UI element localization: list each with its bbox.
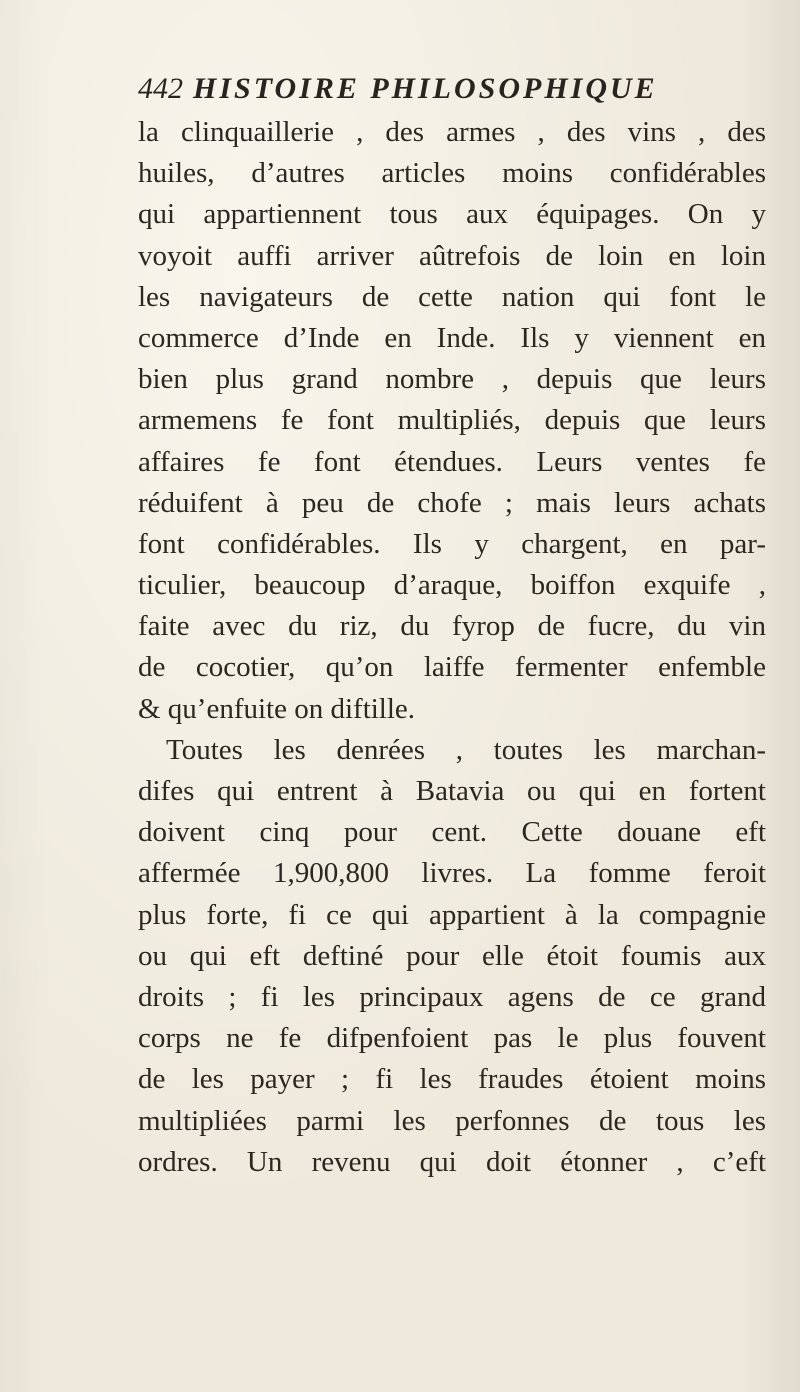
- page-number: 442: [138, 72, 183, 105]
- text-line: les navigateurs de cette nation qui font le: [138, 280, 766, 313]
- text-line: Toutes les denrées , toutes les marchan-: [166, 733, 766, 766]
- text-line: difes qui entrent à Batavia ou qui en fortent: [138, 775, 766, 807]
- text-line: font confidérables. Ils y chargent, en par-: [138, 527, 766, 560]
- running-head: [138, 72, 738, 116]
- text-line: ordres. Un revenu qui doit étonner , c’eft: [138, 1145, 766, 1178]
- text-line: plus forte, fi ce qui appartient à la compagnie: [138, 898, 766, 931]
- text-line: la clinquaillerie , des armes , des vins , des: [138, 116, 766, 148]
- text-line: affaires fe font étendues. Leurs ventes fe: [138, 445, 766, 478]
- text-line: de cocotier, qu’on laiffe fermenter enfemble: [138, 651, 766, 684]
- text-line: commerce d’Inde en Inde. Ils y viennent en: [138, 321, 766, 354]
- text-line: droits ; fi les principaux agens de ce grand: [138, 980, 766, 1013]
- text-line: & qu’enfuite on diftille.: [138, 692, 416, 725]
- text-line: multipliées parmi les perfonnes de tous les: [138, 1104, 766, 1137]
- text-line: réduifent à peu de chofe ; mais leurs achats: [138, 486, 766, 519]
- text-line: faite avec du riz, du fyrop de fucre, du vin: [138, 610, 766, 643]
- text-line: doivent cinq pour cent. Cette douane eft: [138, 816, 766, 849]
- paragraph-2: [138, 730, 766, 1183]
- text-line: qui appartiennent tous aux équipages. On y: [138, 198, 766, 231]
- text-line: ticulier, beaucoup d’araque, boiffon exquife ,: [138, 569, 766, 602]
- body-text: [138, 112, 766, 1183]
- text-line: corps ne fe difpenfoient pas le plus fouvent: [138, 1022, 766, 1055]
- text-line: armemens fe font multipliés, depuis que leurs: [138, 404, 766, 437]
- text-line: de les payer ; fi les fraudes étoient moins: [138, 1063, 766, 1096]
- running-title: HISTOIRE PHILOSOPHIQUE: [193, 72, 658, 105]
- text-line: ou qui eft deftiné pour elle étoit foumis aux: [138, 939, 766, 972]
- text-line: affermée 1,900,800 livres. La fomme feroit: [138, 857, 766, 890]
- paragraph-1: [138, 112, 766, 730]
- text-line: bien plus grand nombre , depuis que leurs: [138, 363, 766, 396]
- text-line: voyoit auffi arriver aûtrefois de loin en loin: [138, 239, 766, 272]
- text-line: huiles, d’autres articles moins confidérables: [138, 157, 766, 190]
